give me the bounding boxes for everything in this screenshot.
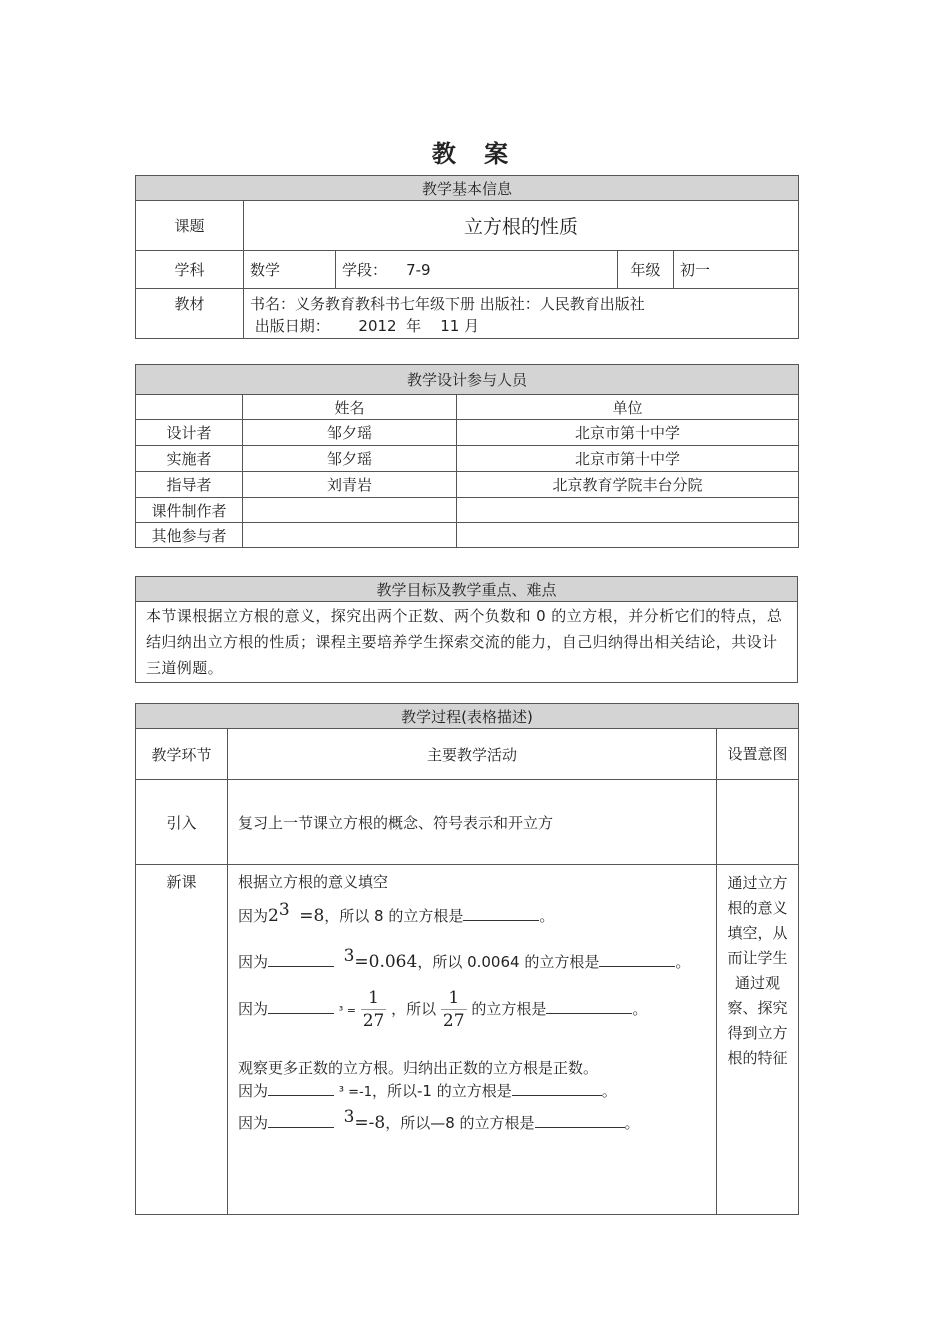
staff-col-name: 姓名 [243,395,457,420]
goals-table [135,576,798,683]
table-row [136,420,799,446]
topic-value: 立方根的性质 [244,201,799,251]
staff-role: 实施者 [136,446,243,472]
textbook-label: 教材 [136,289,244,339]
staff-unit [457,498,799,523]
process-col-stage: 教学环节 [136,729,228,780]
new-activity [228,865,717,1215]
page-title: 教 案 [431,140,519,168]
stage-cell [336,251,618,289]
basic-info-table [135,175,799,339]
fill-line-2: 因为 $^3$=0.064，所以 0.0064 的立方根是 。 [238,946,691,972]
table-row [136,446,799,472]
year-unit: 年 [406,317,422,335]
new-stage: 新课 [136,865,228,1215]
subject-label: 学科 [136,251,244,289]
staff-name [243,523,457,548]
intro-activity: 复习上一节课立方根的概念、符号表示和开立方 [228,780,717,865]
fill-line-4: 因为 ³ =-1，所以-1 的立方根是 。 [238,1082,617,1100]
process-col-activity: 主要教学活动 [228,729,717,780]
staff-name: 邹夕瑶 [243,420,457,446]
answer-blank[interactable] [546,999,632,1014]
answer-blank[interactable] [512,1081,602,1096]
table-row [136,498,799,523]
textbook-book-line: 书名：义务教育教科书七年级下册 出版社：人民教育出版社 [250,295,645,313]
process-col-intent: 设置意图 [717,729,799,780]
staff-role: 课件制作者 [136,498,243,523]
date-label: 出版日期： [254,317,330,335]
topic-label: 课题 [136,201,244,251]
answer-blank[interactable] [268,999,334,1014]
staff-name: 邹夕瑶 [243,446,457,472]
answer-blank[interactable] [268,952,334,967]
staff-col-unit: 单位 [457,395,799,420]
fill-line-3: 因为 ³ = $\frac{1}{27}$ ，所以 $\frac{1}{27}$ 的立方根是 。 [238,988,648,1031]
goals-text: 本节课根据立方根的意义，探究出两个正数、两个负数和 0 的立方根，并分析它们的特点，总结归纳出立方根的性质；课程主要培养学生探索交流的能力，自己归纳得出相关结论，共设计三道例题。 [136,602,798,683]
staff-role: 其他参与者 [136,523,243,548]
table-row [136,472,799,498]
stage-label: 学段： [342,261,388,279]
new-intent: 通过立方根的意义填空，从而让学生通过观察、探究得到立方根的特征 [717,865,799,1215]
grade-value: 初一 [674,251,799,289]
fill-line-1: 因为$2^3 =8$，所以 8 的立方根是 。 [238,900,555,926]
basic-info-header: 教学基本信息 [136,176,799,201]
grade-label: 年级 [618,251,674,289]
answer-blank[interactable] [268,1081,334,1096]
fill-line-5: 因为 $^3$=-8，所以—8 的立方根是 。 [238,1107,640,1133]
staff-unit: 北京市第十中学 [457,446,799,472]
answer-blank[interactable] [535,1113,625,1128]
observe-text: 观察更多正数的立方根。归纳出正数的立方根是正数。 [238,1059,599,1077]
table-row [136,523,799,548]
staff-role: 设计者 [136,420,243,446]
staff-role: 指导者 [136,472,243,498]
subject-value: 数学 [244,251,336,289]
year-value: 2012 [358,317,397,335]
staff-table [135,364,799,548]
textbook-date-line [250,315,792,337]
answer-blank[interactable] [463,906,539,921]
staff-name: 刘青岩 [243,472,457,498]
month-unit: 月 [464,317,480,335]
answer-blank[interactable] [268,1113,334,1128]
process-header: 教学过程(表格描述) [136,704,799,729]
goals-header: 教学目标及教学重点、难点 [136,577,798,602]
fraction: $\frac{1}{27}$ [442,988,465,1031]
intro-stage: 引入 [136,780,228,865]
month-value: 11 [440,317,460,335]
process-table [135,703,799,1215]
fraction: $\frac{1}{27}$ [362,988,385,1031]
staff-name [243,498,457,523]
staff-unit: 北京教育学院丰台分院 [457,472,799,498]
stage-value: 7-9 [406,261,431,279]
answer-blank[interactable] [599,952,675,967]
staff-unit [457,523,799,548]
staff-unit: 北京市第十中学 [457,420,799,446]
staff-header: 教学设计参与人员 [136,365,799,395]
new-heading: 根据立方根的意义填空 [238,873,389,891]
